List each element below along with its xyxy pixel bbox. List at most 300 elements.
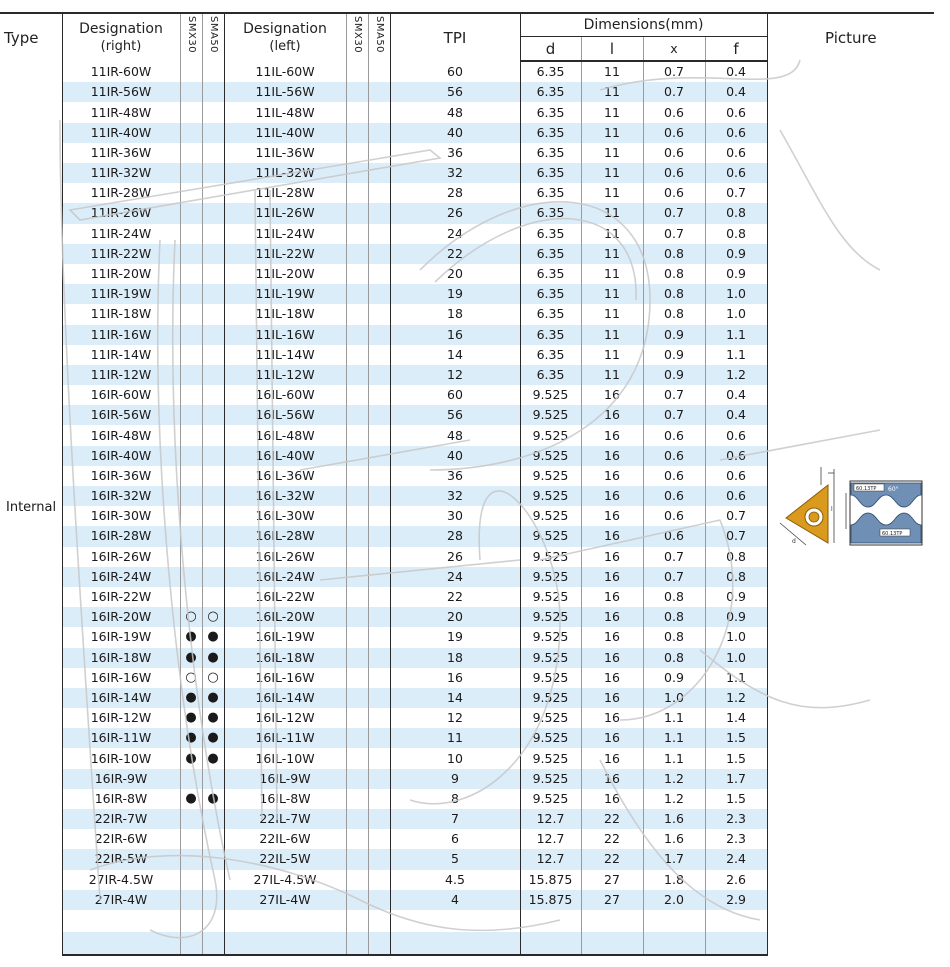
smx30-mark	[180, 829, 202, 849]
designation-left-cell: 11IL-36W	[224, 143, 346, 163]
header-dimensions: Dimensions(mm)	[520, 13, 767, 36]
sma50-left-cell	[368, 910, 390, 932]
sma50-mark	[202, 809, 224, 829]
sma50-left-cell	[368, 870, 390, 890]
designation-right-cell: 11IR-26W	[62, 203, 180, 223]
d-cell: 9.525	[520, 567, 581, 587]
smx30-mark	[180, 567, 202, 587]
d-cell: 9.525	[520, 789, 581, 809]
designation-left-cell: 16IL-36W	[224, 466, 346, 486]
picture-cell	[767, 61, 934, 955]
x-cell: 0.7	[643, 203, 705, 223]
f-cell: 1.2	[705, 365, 767, 385]
x-cell: 0.8	[643, 607, 705, 627]
sma50-mark	[202, 224, 224, 244]
l-cell: 16	[581, 648, 643, 668]
smx30-left-cell	[346, 203, 368, 223]
f-cell: 1.0	[705, 627, 767, 647]
x-cell: 0.8	[643, 304, 705, 324]
header-smx30-left: SMX30	[346, 13, 368, 61]
f-cell: 0.6	[705, 123, 767, 143]
smx30-left-cell	[346, 183, 368, 203]
designation-right-cell: 11IR-14W	[62, 345, 180, 365]
d-cell: 9.525	[520, 526, 581, 546]
f-cell: 0.6	[705, 466, 767, 486]
sma50-mark	[202, 82, 224, 102]
designation-left-cell: 16IL-60W	[224, 385, 346, 405]
designation-right-cell: 16IR-20W	[62, 607, 180, 627]
x-cell: 0.6	[643, 425, 705, 445]
sma50-mark	[202, 587, 224, 607]
tpi-cell: 18	[390, 648, 520, 668]
smx30-left-cell	[346, 325, 368, 345]
smx30-mark	[180, 365, 202, 385]
tpi-cell: 26	[390, 547, 520, 567]
l-cell: 16	[581, 748, 643, 768]
d-cell: 6.35	[520, 345, 581, 365]
designation-left-cell: 11IL-48W	[224, 102, 346, 122]
f-cell: 1.0	[705, 304, 767, 324]
f-cell: 2.9	[705, 890, 767, 910]
smx30-mark	[180, 123, 202, 143]
designation-right-cell: 16IR-12W	[62, 708, 180, 728]
tpi-cell: 32	[390, 486, 520, 506]
designation-left-cell: 16IL-20W	[224, 607, 346, 627]
sma50-mark	[202, 325, 224, 345]
header-x: x	[643, 36, 705, 61]
l-cell: 11	[581, 82, 643, 102]
sma50-left-cell	[368, 365, 390, 385]
insert-diagram	[780, 467, 834, 545]
x-cell: 0.7	[643, 224, 705, 244]
header-tpi: TPI	[390, 13, 520, 61]
l-cell: 11	[581, 61, 643, 82]
designation-right-cell: 11IR-22W	[62, 244, 180, 264]
sma50-left-cell	[368, 325, 390, 345]
tpi-cell: 16	[390, 325, 520, 345]
designation-left-cell: 11IL-24W	[224, 224, 346, 244]
x-cell: 1.1	[643, 708, 705, 728]
smx30-mark: ○	[180, 668, 202, 688]
sma50-mark	[202, 526, 224, 546]
tpi-cell: 14	[390, 688, 520, 708]
designation-left-cell: 16IL-24W	[224, 567, 346, 587]
profile-label-bottom: 60.13TP	[881, 531, 903, 537]
f-cell: 0.9	[705, 264, 767, 284]
smx30-left-cell	[346, 809, 368, 829]
f-cell: 1.0	[705, 648, 767, 668]
smx30-mark	[180, 385, 202, 405]
smx30-mark: ●	[180, 728, 202, 748]
d-cell: 15.875	[520, 870, 581, 890]
x-cell: 0.9	[643, 325, 705, 345]
l-cell: 11	[581, 163, 643, 183]
smx30-left-cell	[346, 486, 368, 506]
f-cell: 2.6	[705, 870, 767, 890]
sma50-mark	[202, 61, 224, 82]
sma50-left-cell	[368, 123, 390, 143]
f-cell: 0.8	[705, 224, 767, 244]
f-cell	[705, 910, 767, 932]
smx30-left-cell	[346, 365, 368, 385]
tpi-cell: 40	[390, 446, 520, 466]
sma50-mark	[202, 567, 224, 587]
smx30-mark	[180, 587, 202, 607]
tpi-cell: 4.5	[390, 870, 520, 890]
l-cell: 16	[581, 708, 643, 728]
sma50-left-cell	[368, 708, 390, 728]
sma50-mark	[202, 547, 224, 567]
sma50-left-cell	[368, 385, 390, 405]
designation-left-cell: 16IL-10W	[224, 748, 346, 768]
smx30-mark	[180, 284, 202, 304]
smx30-left-cell	[346, 102, 368, 122]
sma50-left-cell	[368, 446, 390, 466]
designation-left-cell: 16IL-28W	[224, 526, 346, 546]
sma50-left-cell	[368, 264, 390, 284]
smx30-left-cell	[346, 264, 368, 284]
x-cell: 0.8	[643, 648, 705, 668]
smx30-mark: ●	[180, 648, 202, 668]
designation-right-cell: 16IR-40W	[62, 446, 180, 466]
f-cell: 0.7	[705, 506, 767, 526]
d-cell: 6.35	[520, 82, 581, 102]
header-picture: Picture	[767, 13, 934, 61]
x-cell: 0.9	[643, 365, 705, 385]
designation-left-cell: 16IL-40W	[224, 446, 346, 466]
designation-left-cell: 22IL-7W	[224, 809, 346, 829]
f-cell: 0.6	[705, 163, 767, 183]
designation-right-cell: 16IR-10W	[62, 748, 180, 768]
smx30-left-cell	[346, 506, 368, 526]
f-cell: 0.9	[705, 607, 767, 627]
smx30-left-cell	[346, 932, 368, 955]
x-cell: 0.8	[643, 264, 705, 284]
sma50-mark	[202, 890, 224, 910]
f-cell: 0.6	[705, 425, 767, 445]
f-cell: 1.1	[705, 345, 767, 365]
l-cell: 16	[581, 769, 643, 789]
tpi-cell: 28	[390, 526, 520, 546]
sma50-left-cell	[368, 284, 390, 304]
d-cell: 6.35	[520, 123, 581, 143]
f-cell: 1.5	[705, 789, 767, 809]
thread-insert-illustration	[776, 463, 926, 553]
l-cell: 22	[581, 809, 643, 829]
x-cell: 1.1	[643, 748, 705, 768]
smx30-mark	[180, 809, 202, 829]
l-cell	[581, 910, 643, 932]
thread-profile-diagram	[846, 481, 922, 545]
smx30-mark	[180, 486, 202, 506]
sma50-left-cell	[368, 567, 390, 587]
tpi-cell	[390, 910, 520, 932]
sma50-left-cell	[368, 587, 390, 607]
f-cell: 2.4	[705, 849, 767, 869]
designation-right-cell: 11IR-19W	[62, 284, 180, 304]
smx30-left-cell	[346, 627, 368, 647]
smx30-mark: ●	[180, 789, 202, 809]
smx30-left-cell	[346, 547, 368, 567]
smx30-left-cell	[346, 123, 368, 143]
sma50-mark	[202, 123, 224, 143]
designation-right-cell: 11IR-18W	[62, 304, 180, 324]
designation-left-cell: 16IL-18W	[224, 648, 346, 668]
designation-left-cell: 16IL-12W	[224, 708, 346, 728]
designation-left-cell: 22IL-6W	[224, 829, 346, 849]
f-cell: 1.1	[705, 668, 767, 688]
d-cell: 9.525	[520, 708, 581, 728]
designation-left-cell: 16IL-16W	[224, 668, 346, 688]
x-cell: 0.9	[643, 345, 705, 365]
sma50-mark	[202, 284, 224, 304]
sma50-mark	[202, 405, 224, 425]
smx30-mark	[180, 203, 202, 223]
sma50-left-cell	[368, 728, 390, 748]
f-cell: 1.4	[705, 708, 767, 728]
sma50-mark	[202, 849, 224, 869]
l-cell: 16	[581, 789, 643, 809]
smx30-mark	[180, 849, 202, 869]
sma50-mark	[202, 932, 224, 955]
tpi-cell: 60	[390, 61, 520, 82]
smx30-left-cell	[346, 224, 368, 244]
d-cell: 12.7	[520, 809, 581, 829]
sma50-left-cell	[368, 789, 390, 809]
d-cell: 9.525	[520, 486, 581, 506]
tpi-cell: 12	[390, 708, 520, 728]
tpi-cell: 18	[390, 304, 520, 324]
l-cell: 22	[581, 849, 643, 869]
designation-left-cell: 11IL-60W	[224, 61, 346, 82]
smx30-mark	[180, 425, 202, 445]
smx30-mark	[180, 163, 202, 183]
sma50-left-cell	[368, 526, 390, 546]
designation-left-cell: 11IL-40W	[224, 123, 346, 143]
x-cell: 0.6	[643, 163, 705, 183]
x-cell: 1.6	[643, 829, 705, 849]
l-cell: 16	[581, 688, 643, 708]
tpi-cell: 14	[390, 345, 520, 365]
tpi-cell: 40	[390, 123, 520, 143]
smx30-mark	[180, 143, 202, 163]
l-cell: 11	[581, 304, 643, 324]
header-sma50-left: SMA50	[368, 13, 390, 61]
smx30-mark	[180, 345, 202, 365]
sma50-mark	[202, 486, 224, 506]
smx30-mark	[180, 932, 202, 955]
sma50-left-cell	[368, 304, 390, 324]
tpi-cell: 36	[390, 143, 520, 163]
tpi-cell: 60	[390, 385, 520, 405]
l-cell: 16	[581, 385, 643, 405]
f-cell: 1.5	[705, 748, 767, 768]
table-row	[0, 61, 934, 82]
d-cell: 6.35	[520, 203, 581, 223]
sma50-mark	[202, 829, 224, 849]
header-d: d	[520, 36, 581, 61]
d-cell: 6.35	[520, 244, 581, 264]
l-cell: 11	[581, 102, 643, 122]
l-cell: 16	[581, 627, 643, 647]
designation-left-cell: 11IL-28W	[224, 183, 346, 203]
tpi-cell: 22	[390, 244, 520, 264]
sma50-mark: ●	[202, 648, 224, 668]
f-cell: 2.3	[705, 809, 767, 829]
smx30-left-cell	[346, 648, 368, 668]
tpi-cell: 20	[390, 607, 520, 627]
header-designation-right-line1: Designation	[79, 20, 163, 37]
smx30-mark	[180, 325, 202, 345]
smx30-mark	[180, 183, 202, 203]
l-cell: 16	[581, 587, 643, 607]
designation-right-cell: 16IR-16W	[62, 668, 180, 688]
x-cell: 2.0	[643, 890, 705, 910]
smx30-mark: ○	[180, 607, 202, 627]
smx30-left-cell	[346, 849, 368, 869]
l-cell: 16	[581, 466, 643, 486]
sma50-left-cell	[368, 345, 390, 365]
smx30-mark	[180, 61, 202, 82]
smx30-mark	[180, 910, 202, 932]
designation-right-cell: 11IR-60W	[62, 61, 180, 82]
smx30-left-cell	[346, 405, 368, 425]
f-cell: 0.9	[705, 244, 767, 264]
x-cell: 1.2	[643, 789, 705, 809]
smx30-mark	[180, 890, 202, 910]
d-cell: 12.7	[520, 849, 581, 869]
sma50-mark	[202, 143, 224, 163]
designation-left-cell: 22IL-5W	[224, 849, 346, 869]
sma50-mark: ●	[202, 789, 224, 809]
sma50-left-cell	[368, 829, 390, 849]
designation-right-cell: 16IR-48W	[62, 425, 180, 445]
f-cell: 1.2	[705, 688, 767, 708]
designation-right-cell: 22IR-6W	[62, 829, 180, 849]
d-cell: 9.525	[520, 405, 581, 425]
smx30-mark	[180, 466, 202, 486]
l-cell: 11	[581, 284, 643, 304]
l-cell: 11	[581, 123, 643, 143]
smx30-left-cell	[346, 284, 368, 304]
d-cell: 9.525	[520, 668, 581, 688]
x-cell: 0.7	[643, 385, 705, 405]
x-cell: 0.8	[643, 244, 705, 264]
smx30-mark: ●	[180, 627, 202, 647]
l-cell: 16	[581, 728, 643, 748]
l-cell: 11	[581, 224, 643, 244]
profile-label-top: 60.13TP	[855, 486, 877, 492]
x-cell: 0.8	[643, 284, 705, 304]
x-cell: 0.7	[643, 82, 705, 102]
sma50-left-cell	[368, 466, 390, 486]
sma50-mark: ○	[202, 668, 224, 688]
d-cell: 9.525	[520, 748, 581, 768]
designation-right-cell: 27IR-4.5W	[62, 870, 180, 890]
d-cell: 12.7	[520, 829, 581, 849]
designation-right-cell: 16IR-56W	[62, 405, 180, 425]
tpi-cell: 8	[390, 789, 520, 809]
l-cell: 11	[581, 264, 643, 284]
l-cell: 11	[581, 203, 643, 223]
tpi-cell: 6	[390, 829, 520, 849]
sma50-left-cell	[368, 425, 390, 445]
designation-right-cell: 22IR-5W	[62, 849, 180, 869]
x-cell	[643, 932, 705, 955]
smx30-left-cell	[346, 82, 368, 102]
smx30-left-cell	[346, 61, 368, 82]
designation-left-cell: 11IL-19W	[224, 284, 346, 304]
designation-left-cell: 16IL-48W	[224, 425, 346, 445]
sma50-left-cell	[368, 668, 390, 688]
f-cell: 0.4	[705, 61, 767, 82]
smx30-left-cell	[346, 910, 368, 932]
sma50-left-cell	[368, 143, 390, 163]
tpi-cell: 56	[390, 82, 520, 102]
x-cell: 1.6	[643, 809, 705, 829]
sma50-mark	[202, 769, 224, 789]
designation-right-cell: 22IR-7W	[62, 809, 180, 829]
d-cell	[520, 910, 581, 932]
f-cell	[705, 932, 767, 955]
f-cell: 0.8	[705, 567, 767, 587]
smx30-mark	[180, 304, 202, 324]
sma50-left-cell	[368, 648, 390, 668]
designation-left-cell: 11IL-20W	[224, 264, 346, 284]
designation-right-cell: 16IR-60W	[62, 385, 180, 405]
l-cell: 16	[581, 607, 643, 627]
header-sma50: SMA50	[202, 13, 224, 61]
f-cell: 0.6	[705, 143, 767, 163]
f-cell: 0.6	[705, 486, 767, 506]
designation-right-cell: 16IR-9W	[62, 769, 180, 789]
designation-right-cell: 16IR-24W	[62, 567, 180, 587]
l-cell: 16	[581, 668, 643, 688]
designation-right-cell: 16IR-14W	[62, 688, 180, 708]
f-cell: 0.6	[705, 102, 767, 122]
designation-right-cell	[62, 910, 180, 932]
f-cell: 1.7	[705, 769, 767, 789]
d-cell: 6.35	[520, 102, 581, 122]
l-cell: 22	[581, 829, 643, 849]
sma50-left-cell	[368, 163, 390, 183]
f-cell: 0.8	[705, 547, 767, 567]
l-cell: 16	[581, 486, 643, 506]
designation-left-cell: 16IL-30W	[224, 506, 346, 526]
designation-right-cell: 16IR-32W	[62, 486, 180, 506]
smx30-left-cell	[346, 446, 368, 466]
designation-right-cell: 16IR-26W	[62, 547, 180, 567]
tpi-cell: 26	[390, 203, 520, 223]
sma50-mark	[202, 466, 224, 486]
sma50-mark	[202, 385, 224, 405]
f-cell: 0.9	[705, 587, 767, 607]
smx30-left-cell	[346, 607, 368, 627]
tpi-cell: 11	[390, 728, 520, 748]
sma50-left-cell	[368, 849, 390, 869]
designation-left-cell: 16IL-9W	[224, 769, 346, 789]
designation-right-cell: 16IR-18W	[62, 648, 180, 668]
sma50-left-cell	[368, 203, 390, 223]
d-cell: 9.525	[520, 728, 581, 748]
x-cell: 0.6	[643, 486, 705, 506]
l-cell: 11	[581, 365, 643, 385]
smx30-mark	[180, 405, 202, 425]
smx30-left-cell	[346, 385, 368, 405]
sma50-mark	[202, 264, 224, 284]
l-cell: 16	[581, 405, 643, 425]
tpi-cell: 20	[390, 264, 520, 284]
